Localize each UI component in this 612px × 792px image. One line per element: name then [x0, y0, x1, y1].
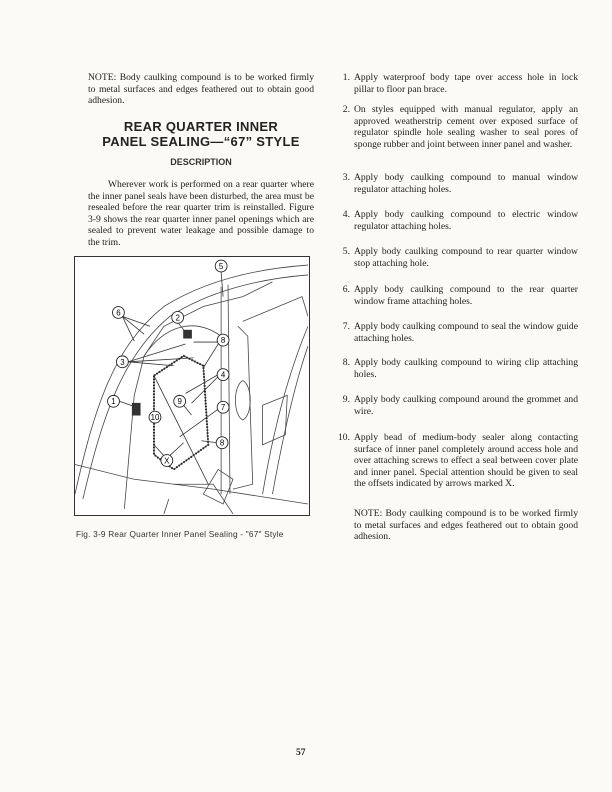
- item-text: Apply body caulking compound to seal the window guide attaching holes.: [354, 321, 578, 344]
- figure-caption: Fig. 3-9 Rear Quarter Inner Panel Sealing - "67" Style: [76, 529, 284, 539]
- item-number: 9.: [342, 394, 350, 405]
- page-number: 57: [296, 748, 306, 758]
- instruction-item: [340, 394, 578, 417]
- callout-5: [215, 260, 227, 272]
- section-heading: [88, 119, 314, 149]
- heading-line-1: REAR QUARTER INNER: [123, 119, 279, 134]
- callout-label: 2: [175, 313, 180, 323]
- item-text: Apply body caulking compound to wiring clip attaching holes.: [354, 357, 578, 380]
- callout-label: 10: [150, 413, 160, 423]
- instruction-item: [340, 104, 578, 150]
- subheading-description: DESCRIPTION: [170, 157, 232, 167]
- instruction-item: [340, 209, 578, 232]
- callout-8: [217, 334, 229, 346]
- figure-3-9: [74, 256, 310, 516]
- item-number: 1.: [342, 72, 350, 83]
- item-number: 2.: [342, 104, 350, 115]
- instruction-item: [340, 321, 578, 344]
- instruction-item: [340, 357, 578, 380]
- instruction-item: [340, 72, 578, 95]
- callout-x: [161, 455, 173, 467]
- item-text: On styles equipped with manual regulator, apply an approved weatherstrip cement over exposed surface of regulator spindle hole sealing washer to seal pores of sponge rubber and joint between inner panel and washer.: [354, 104, 578, 150]
- instruction-item: [340, 432, 578, 490]
- callout-8: [216, 437, 228, 449]
- note-right: NOTE: Body caulking compound is to be worked firmly to metal surfaces and edges feathered out to obtain good adhesion.: [354, 508, 578, 543]
- callout-label: 5: [218, 262, 224, 271]
- item-number: 5.: [342, 246, 350, 257]
- instruction-item: [340, 284, 578, 307]
- callout-label: X: [164, 456, 170, 466]
- item-text: Apply body caulking compound to rear quarter window stop attaching hole.: [354, 246, 578, 269]
- item-text: Apply body caulking compound to the rear quarter window frame attaching holes.: [354, 284, 578, 307]
- callout-3: [116, 356, 128, 368]
- rear-quarter-panel-illustration: [75, 257, 308, 514]
- callout-label: 9: [177, 397, 182, 407]
- callout-6: [113, 307, 125, 319]
- item-text: Apply waterproof body tape over access hole in lock pillar to floor pan brace.: [354, 72, 578, 95]
- callout-2: [172, 311, 184, 323]
- heading-line-2: PANEL SEALING—“67” STYLE: [102, 134, 300, 149]
- callout-10: [149, 411, 161, 423]
- callout-label: 4: [220, 370, 226, 380]
- item-text: Apply bead of medium-body sealer along contacting surface of inner panel completely around access hole and over attaching screws to effect a seal between cover plate and inner panel. Special attention should be given to seal the offsets indicated by arrows marked X.: [354, 432, 578, 490]
- instruction-item: [340, 246, 578, 269]
- callout-label: 6: [116, 308, 121, 318]
- item-number: 3.: [342, 172, 350, 183]
- item-text: Apply body caulking compound to electric window regulator attaching holes.: [354, 209, 578, 232]
- callout-4: [217, 369, 229, 381]
- item-text: Apply body caulking compound to manual window regulator attaching holes.: [354, 172, 578, 195]
- note-left: NOTE: Body caulking compound is to be worked firmly to metal surfaces and edges feathered out to obtain good adhesion.: [88, 72, 314, 107]
- callout-9: [174, 395, 186, 407]
- item-text: Apply body caulking compound around the grommet and wire.: [354, 394, 578, 417]
- item-number: 10.: [338, 432, 350, 443]
- item-number: 8.: [342, 357, 350, 368]
- instruction-item: [340, 172, 578, 195]
- description-paragraph: Wherever work is performed on a rear quarter where the inner panel seals have been disturbed, the area must be resealed before the rear quarter trim is reinstalled. Figure 3-9 shows the rear quarter inner panel openings which are sealed to prevent water leakage and possible damage to the trim.: [88, 179, 314, 248]
- callout-label: 3: [120, 357, 125, 367]
- callout-7: [217, 401, 229, 413]
- callout-label: 8: [220, 336, 226, 346]
- item-number: 6.: [342, 284, 350, 295]
- callout-label: 1: [111, 397, 116, 407]
- callout-label: 8: [219, 438, 225, 448]
- item-number: 4.: [342, 209, 350, 220]
- callout-label: 7: [220, 403, 226, 413]
- callout-1: [108, 395, 120, 407]
- item-number: 7.: [342, 321, 350, 332]
